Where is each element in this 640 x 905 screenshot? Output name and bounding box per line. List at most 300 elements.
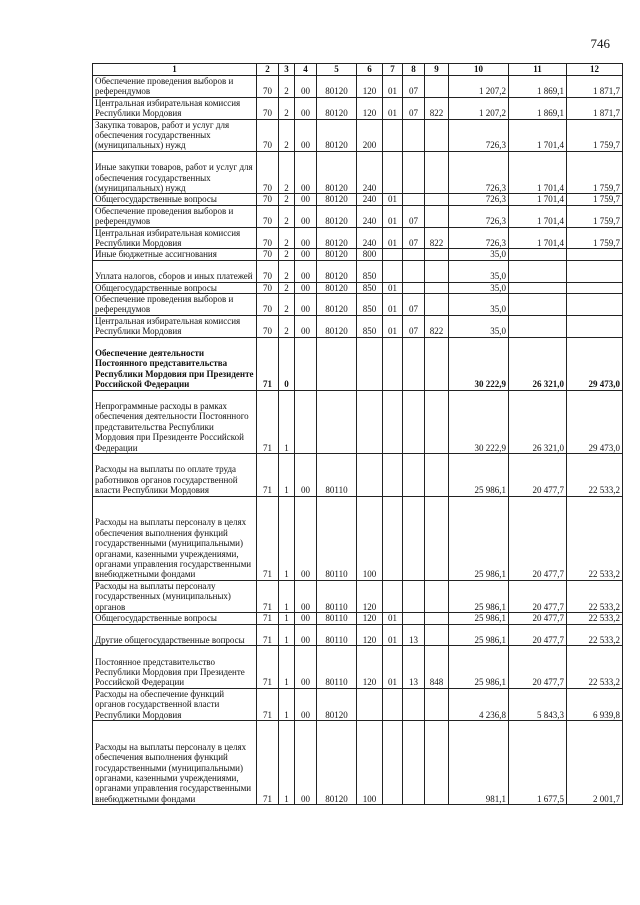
code-ministry: 822	[425, 97, 449, 119]
amount-year-1: 35,0	[449, 294, 509, 316]
code-section: 01	[383, 624, 403, 646]
amount-year-2: 20 477,7	[509, 646, 567, 689]
amount-year-2: 26 321,0	[509, 337, 567, 390]
code-section: 01	[383, 97, 403, 119]
amount-year-3: 6 939,8	[567, 688, 623, 720]
row-name: Центральная избирательная комиссия Республики Мордовия	[93, 97, 257, 119]
column-header-6: 6	[357, 64, 383, 76]
code-ministry	[425, 151, 449, 194]
code-target: 80110	[317, 580, 357, 612]
row-name: Расходы на выплаты персоналу в целях обеспечения выполнения функций государственными (муниципальными) органами, казенными учреждениями, органами управления государственными внебюджетными фондами	[93, 721, 257, 805]
amount-year-2: 5 843,3	[509, 688, 567, 720]
code-direction: 00	[295, 194, 317, 205]
code-program: 70	[257, 294, 279, 316]
code-section	[383, 580, 403, 612]
code-target: 80120	[317, 97, 357, 119]
code-subsection	[403, 119, 425, 151]
code-subprogram: 2	[279, 315, 295, 337]
code-ministry: 822	[425, 227, 449, 249]
column-header-7: 7	[383, 64, 403, 76]
code-program: 70	[257, 194, 279, 205]
code-subprogram: 2	[279, 282, 295, 293]
code-expense-type: 100	[357, 496, 383, 580]
table-row	[93, 249, 623, 260]
amount-year-1: 35,0	[449, 282, 509, 293]
column-header-4: 4	[295, 64, 317, 76]
code-section	[383, 260, 403, 282]
code-target	[317, 390, 357, 453]
code-program: 71	[257, 613, 279, 624]
code-subprogram: 0	[279, 337, 295, 390]
code-expense-type: 120	[357, 646, 383, 689]
code-expense-type: 850	[357, 260, 383, 282]
code-subsection	[403, 282, 425, 293]
code-direction: 00	[295, 227, 317, 249]
amount-year-2: 1 869,1	[509, 76, 567, 98]
amount-year-2: 1 677,5	[509, 721, 567, 805]
code-subsection: 07	[403, 315, 425, 337]
amount-year-3: 22 533,2	[567, 646, 623, 689]
code-expense-type: 240	[357, 151, 383, 194]
code-ministry	[425, 454, 449, 497]
code-subsection	[403, 337, 425, 390]
amount-year-1: 726,3	[449, 227, 509, 249]
table-row	[93, 76, 623, 98]
code-program: 70	[257, 249, 279, 260]
code-program: 71	[257, 721, 279, 805]
code-ministry	[425, 205, 449, 227]
code-direction: 00	[295, 613, 317, 624]
code-expense-type: 120	[357, 580, 383, 612]
code-subsection	[403, 496, 425, 580]
code-target: 80110	[317, 646, 357, 689]
code-ministry	[425, 390, 449, 453]
amount-year-3	[567, 294, 623, 316]
code-subprogram: 1	[279, 454, 295, 497]
code-expense-type: 800	[357, 249, 383, 260]
amount-year-3: 22 533,2	[567, 624, 623, 646]
column-header-2: 2	[257, 64, 279, 76]
amount-year-3: 1 871,7	[567, 97, 623, 119]
code-target: 80120	[317, 227, 357, 249]
code-ministry	[425, 688, 449, 720]
code-direction: 00	[295, 315, 317, 337]
code-subprogram: 1	[279, 496, 295, 580]
code-direction: 00	[295, 496, 317, 580]
code-program: 71	[257, 390, 279, 453]
amount-year-2	[509, 294, 567, 316]
code-expense-type: 120	[357, 97, 383, 119]
row-name: Центральная избирательная комиссия Республики Мордовия	[93, 315, 257, 337]
amount-year-3: 22 533,2	[567, 496, 623, 580]
code-subsection: 13	[403, 624, 425, 646]
code-target: 80120	[317, 688, 357, 720]
code-subsection	[403, 260, 425, 282]
code-program: 71	[257, 580, 279, 612]
code-expense-type	[357, 454, 383, 497]
amount-year-3: 1 871,7	[567, 76, 623, 98]
code-subprogram: 2	[279, 97, 295, 119]
code-section	[383, 249, 403, 260]
amount-year-2	[509, 315, 567, 337]
code-subprogram: 1	[279, 688, 295, 720]
code-program: 70	[257, 205, 279, 227]
table-row	[93, 613, 623, 624]
code-expense-type: 240	[357, 194, 383, 205]
row-name: Обеспечение проведения выборов и референдумов	[93, 205, 257, 227]
code-section: 01	[383, 282, 403, 293]
code-direction: 00	[295, 294, 317, 316]
code-subprogram: 1	[279, 624, 295, 646]
amount-year-1: 25 986,1	[449, 646, 509, 689]
amount-year-2	[509, 260, 567, 282]
code-subsection	[403, 151, 425, 194]
code-section	[383, 721, 403, 805]
code-subprogram: 1	[279, 613, 295, 624]
code-target: 80110	[317, 454, 357, 497]
table-row	[93, 151, 623, 194]
code-expense-type	[357, 688, 383, 720]
code-subsection: 07	[403, 205, 425, 227]
code-subprogram: 1	[279, 580, 295, 612]
code-target: 80120	[317, 294, 357, 316]
code-direction: 00	[295, 76, 317, 98]
amount-year-2: 1 701,4	[509, 205, 567, 227]
amount-year-1: 25 986,1	[449, 454, 509, 497]
code-expense-type: 850	[357, 282, 383, 293]
amount-year-2: 26 321,0	[509, 390, 567, 453]
code-subsection: 07	[403, 294, 425, 316]
code-ministry	[425, 76, 449, 98]
code-subprogram: 2	[279, 227, 295, 249]
table-row	[93, 454, 623, 497]
code-direction: 00	[295, 97, 317, 119]
code-program: 70	[257, 227, 279, 249]
code-section: 01	[383, 194, 403, 205]
code-expense-type: 120	[357, 613, 383, 624]
table-row	[93, 294, 623, 316]
code-subsection	[403, 390, 425, 453]
row-name: Расходы на выплаты персоналу в целях обеспечения выполнения функций государственными (муниципальными) органами, казенными учреждениями, органами управления государственными внебюджетными фондами	[93, 496, 257, 580]
amount-year-3: 1 759,7	[567, 227, 623, 249]
code-expense-type	[357, 390, 383, 453]
code-program: 70	[257, 76, 279, 98]
code-subsection: 07	[403, 76, 425, 98]
amount-year-1: 726,3	[449, 151, 509, 194]
row-name: Другие общегосударственные вопросы	[93, 624, 257, 646]
code-direction	[295, 390, 317, 453]
code-subsection	[403, 454, 425, 497]
code-target	[317, 337, 357, 390]
code-subsection	[403, 613, 425, 624]
code-ministry	[425, 249, 449, 260]
amount-year-3	[567, 260, 623, 282]
code-target: 80120	[317, 119, 357, 151]
code-ministry	[425, 624, 449, 646]
row-name: Обеспечение проведения выборов и референдумов	[93, 294, 257, 316]
code-program: 70	[257, 315, 279, 337]
code-subsection	[403, 249, 425, 260]
code-target: 80120	[317, 205, 357, 227]
amount-year-3: 22 533,2	[567, 454, 623, 497]
code-program: 70	[257, 97, 279, 119]
table-row	[93, 260, 623, 282]
amount-year-1: 35,0	[449, 315, 509, 337]
code-program: 71	[257, 624, 279, 646]
code-target: 80110	[317, 496, 357, 580]
table-row	[93, 646, 623, 689]
code-target: 80110	[317, 613, 357, 624]
row-name: Расходы на выплаты по оплате труда работников органов государственной власти Республики Мордовия	[93, 454, 257, 497]
table-row	[93, 496, 623, 580]
code-program: 71	[257, 688, 279, 720]
table-body	[93, 76, 623, 805]
code-subsection	[403, 194, 425, 205]
code-ministry	[425, 337, 449, 390]
code-program: 70	[257, 151, 279, 194]
amount-year-1: 25 986,1	[449, 624, 509, 646]
table-row	[93, 282, 623, 293]
code-section	[383, 454, 403, 497]
code-direction: 00	[295, 454, 317, 497]
amount-year-3: 1 759,7	[567, 205, 623, 227]
code-subsection	[403, 688, 425, 720]
row-name: Общегосударственные вопросы	[93, 194, 257, 205]
amount-year-2: 20 477,7	[509, 454, 567, 497]
code-subprogram: 1	[279, 390, 295, 453]
row-name: Центральная избирательная комиссия Республики Мордовия	[93, 227, 257, 249]
code-target: 80120	[317, 282, 357, 293]
column-header-3: 3	[279, 64, 295, 76]
code-expense-type: 850	[357, 315, 383, 337]
amount-year-3	[567, 249, 623, 260]
table-row	[93, 194, 623, 205]
code-subprogram: 1	[279, 721, 295, 805]
code-program: 70	[257, 260, 279, 282]
code-expense-type: 120	[357, 624, 383, 646]
table-row	[93, 205, 623, 227]
code-section: 01	[383, 613, 403, 624]
amount-year-3: 22 533,2	[567, 613, 623, 624]
code-subsection: 07	[403, 97, 425, 119]
code-subprogram: 2	[279, 194, 295, 205]
amount-year-1: 1 207,2	[449, 97, 509, 119]
row-name: Уплата налогов, сборов и иных платежей	[93, 260, 257, 282]
code-ministry	[425, 721, 449, 805]
column-header-5: 5	[317, 64, 357, 76]
code-expense-type: 120	[357, 76, 383, 98]
amount-year-3: 22 533,2	[567, 580, 623, 612]
code-expense-type: 100	[357, 721, 383, 805]
code-direction: 00	[295, 624, 317, 646]
code-direction: 00	[295, 721, 317, 805]
amount-year-2: 1 701,4	[509, 227, 567, 249]
code-direction: 00	[295, 688, 317, 720]
code-expense-type: 200	[357, 119, 383, 151]
code-subprogram: 2	[279, 260, 295, 282]
row-name: Обеспечение деятельности Постоянного представительства Республики Мордовия при Президенте Российской Федерации	[93, 337, 257, 390]
code-subsection: 07	[403, 227, 425, 249]
amount-year-3: 1 759,7	[567, 119, 623, 151]
code-section	[383, 390, 403, 453]
code-expense-type: 240	[357, 227, 383, 249]
code-subprogram: 1	[279, 646, 295, 689]
row-name: Иные закупки товаров, работ и услуг для обеспечения государственных (муниципальных) нужд	[93, 151, 257, 194]
code-direction: 00	[295, 580, 317, 612]
code-direction: 00	[295, 282, 317, 293]
code-program: 70	[257, 119, 279, 151]
row-name: Общегосударственные вопросы	[93, 282, 257, 293]
code-direction: 00	[295, 151, 317, 194]
code-ministry	[425, 282, 449, 293]
code-section: 01	[383, 205, 403, 227]
code-section: 01	[383, 294, 403, 316]
code-target: 80120	[317, 249, 357, 260]
amount-year-2: 1 701,4	[509, 119, 567, 151]
column-header-1: 1	[93, 64, 257, 76]
code-target: 80110	[317, 624, 357, 646]
column-header-8: 8	[403, 64, 425, 76]
amount-year-3: 29 473,0	[567, 337, 623, 390]
code-ministry	[425, 119, 449, 151]
code-section	[383, 688, 403, 720]
table-row	[93, 390, 623, 453]
code-program: 71	[257, 337, 279, 390]
code-expense-type	[357, 337, 383, 390]
code-ministry	[425, 580, 449, 612]
row-name: Расходы на выплаты персоналу государственных (муниципальных) органов	[93, 580, 257, 612]
page-number: 746	[590, 36, 610, 51]
table-row	[93, 227, 623, 249]
code-subprogram: 2	[279, 76, 295, 98]
code-target: 80120	[317, 151, 357, 194]
code-program: 71	[257, 454, 279, 497]
code-program: 70	[257, 282, 279, 293]
code-ministry: 848	[425, 646, 449, 689]
code-section	[383, 119, 403, 151]
code-direction	[295, 337, 317, 390]
amount-year-2: 1 869,1	[509, 97, 567, 119]
code-subsection	[403, 580, 425, 612]
amount-year-3: 1 759,7	[567, 194, 623, 205]
code-subprogram: 2	[279, 294, 295, 316]
amount-year-1: 1 207,2	[449, 76, 509, 98]
amount-year-1: 726,3	[449, 194, 509, 205]
code-target: 80120	[317, 721, 357, 805]
table-row	[93, 580, 623, 612]
code-section	[383, 337, 403, 390]
amount-year-1: 726,3	[449, 205, 509, 227]
row-name: Обеспечение проведения выборов и референдумов	[93, 76, 257, 98]
code-section	[383, 151, 403, 194]
amount-year-1: 726,3	[449, 119, 509, 151]
code-ministry	[425, 496, 449, 580]
amount-year-3: 2 001,7	[567, 721, 623, 805]
amount-year-1: 35,0	[449, 260, 509, 282]
code-subprogram: 2	[279, 249, 295, 260]
amount-year-3: 29 473,0	[567, 390, 623, 453]
code-ministry	[425, 613, 449, 624]
code-section: 01	[383, 76, 403, 98]
amount-year-1: 25 986,1	[449, 613, 509, 624]
row-name: Расходы на обеспечение функций органов государственной власти Республики Мордовия	[93, 688, 257, 720]
code-ministry	[425, 294, 449, 316]
amount-year-2: 1 701,4	[509, 194, 567, 205]
table-row	[93, 721, 623, 805]
row-name: Закупка товаров, работ и услуг для обеспечения государственных (муниципальных) нужд	[93, 119, 257, 151]
amount-year-2: 20 477,7	[509, 580, 567, 612]
code-expense-type: 240	[357, 205, 383, 227]
row-name: Непрограммные расходы в рамках обеспечения деятельности Постоянного представительства Республики Мордовия при Президенте Российской Федерации	[93, 390, 257, 453]
code-target: 80120	[317, 260, 357, 282]
amount-year-3: 1 759,7	[567, 151, 623, 194]
column-header-10: 10	[449, 64, 509, 76]
code-subprogram: 2	[279, 119, 295, 151]
code-subsection: 13	[403, 646, 425, 689]
code-direction: 00	[295, 260, 317, 282]
table-row	[93, 624, 623, 646]
amount-year-2	[509, 249, 567, 260]
amount-year-2: 20 477,7	[509, 613, 567, 624]
table-row	[93, 337, 623, 390]
column-header-9: 9	[425, 64, 449, 76]
code-subsection	[403, 721, 425, 805]
code-section: 01	[383, 227, 403, 249]
code-program: 71	[257, 646, 279, 689]
code-direction: 00	[295, 249, 317, 260]
row-name: Общегосударственные вопросы	[93, 613, 257, 624]
code-program: 71	[257, 496, 279, 580]
amount-year-2	[509, 282, 567, 293]
code-ministry	[425, 260, 449, 282]
amount-year-3	[567, 282, 623, 293]
row-name: Иные бюджетные ассигнования	[93, 249, 257, 260]
code-section: 01	[383, 315, 403, 337]
table-row	[93, 315, 623, 337]
table-row	[93, 688, 623, 720]
row-name: Постоянное представительство Республики Мордовия при Президенте Российской Федерации	[93, 646, 257, 689]
amount-year-3	[567, 315, 623, 337]
code-direction: 00	[295, 646, 317, 689]
amount-year-1: 30 222,9	[449, 390, 509, 453]
amount-year-1: 4 236,8	[449, 688, 509, 720]
table-row	[93, 97, 623, 119]
code-direction: 00	[295, 205, 317, 227]
code-target: 80120	[317, 315, 357, 337]
code-target: 80120	[317, 194, 357, 205]
amount-year-1: 981,1	[449, 721, 509, 805]
amount-year-2: 20 477,7	[509, 496, 567, 580]
code-ministry: 822	[425, 315, 449, 337]
code-direction: 00	[295, 119, 317, 151]
amount-year-1: 35,0	[449, 249, 509, 260]
amount-year-1: 25 986,1	[449, 580, 509, 612]
column-header-11: 11	[509, 64, 567, 76]
code-section: 01	[383, 646, 403, 689]
amount-year-2: 20 477,7	[509, 624, 567, 646]
code-section	[383, 496, 403, 580]
code-target: 80120	[317, 76, 357, 98]
table-row	[93, 119, 623, 151]
code-ministry	[425, 194, 449, 205]
code-expense-type: 850	[357, 294, 383, 316]
code-subprogram: 2	[279, 205, 295, 227]
code-subprogram: 2	[279, 151, 295, 194]
amount-year-1: 25 986,1	[449, 496, 509, 580]
amount-year-1: 30 222,9	[449, 337, 509, 390]
table-header	[93, 64, 623, 76]
column-header-12: 12	[567, 64, 623, 76]
